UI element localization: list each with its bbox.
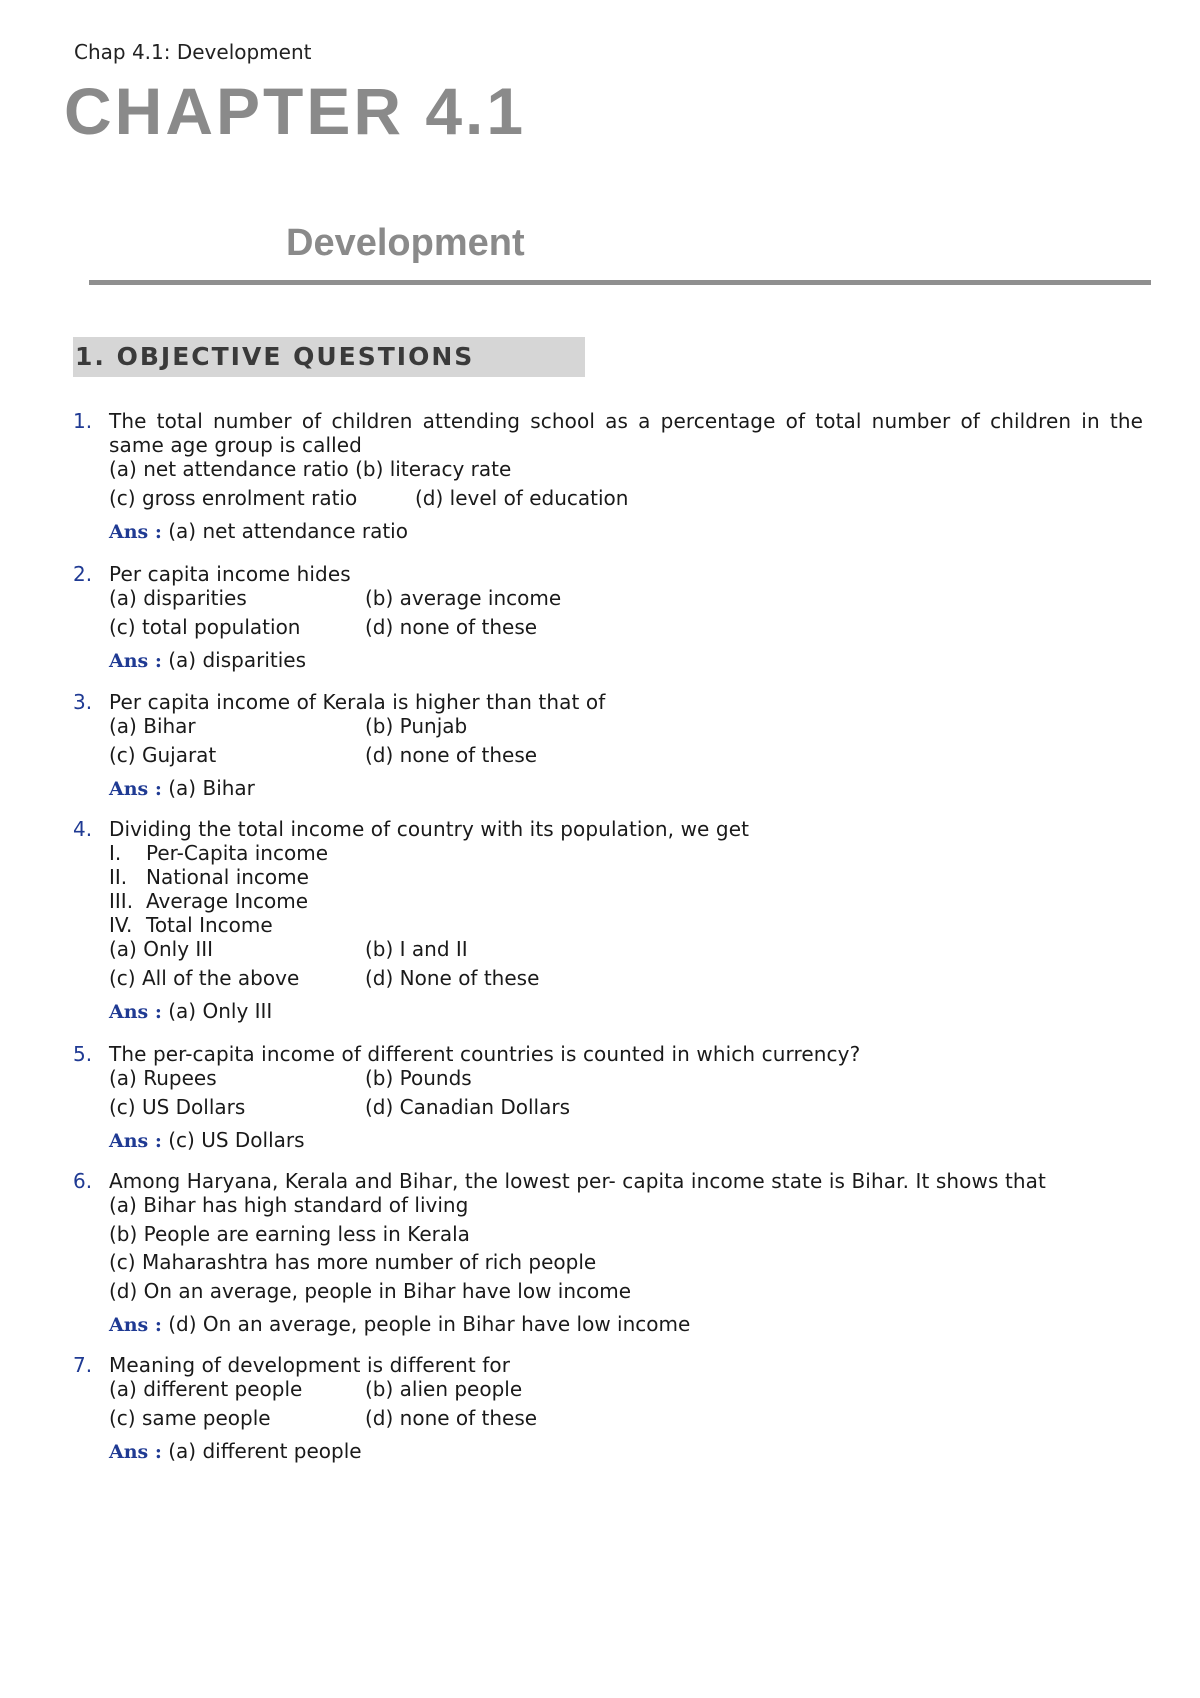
answer-text: (c) US Dollars	[168, 1128, 305, 1152]
option-a: (a) different people	[109, 1377, 303, 1401]
question-text: Per capita income of Kerala is higher than that of	[109, 690, 606, 714]
chapter-title: CHAPTER 4.1	[64, 74, 527, 148]
option-c: (c) US Dollars	[109, 1095, 246, 1119]
answer-text: (a) Bihar	[168, 776, 255, 800]
title-divider	[89, 280, 1151, 285]
statement-text: National income	[146, 865, 309, 889]
option-d: (d) On an average, people in Bihar have low income	[109, 1279, 632, 1303]
chapter-subtitle: Development	[286, 222, 525, 264]
answer-text: (a) disparities	[168, 648, 306, 672]
answer-text: (a) different people	[168, 1439, 362, 1463]
option-c: (c) Maharashtra has more number of rich people	[109, 1250, 597, 1274]
question-text: Among Haryana, Kerala and Bihar, the lowest per- capita income state is Bihar. It shows that	[109, 1169, 1046, 1193]
answer-line	[109, 1128, 305, 1152]
question-number: 5.	[73, 1042, 93, 1066]
option-a: (a) Only III	[109, 937, 214, 961]
option-a: (a) Rupees	[109, 1066, 217, 1090]
answer-label: Ans :	[109, 521, 162, 543]
option-c: (c) All of the above	[109, 966, 300, 990]
answer-line	[109, 999, 272, 1023]
option-b: (b) I and II	[365, 937, 468, 961]
statement-item	[109, 865, 309, 889]
statement-text: Total Income	[146, 913, 273, 937]
question-text: Dividing the total income of country with its population, we get	[109, 817, 750, 841]
option-b: (b) Pounds	[365, 1066, 472, 1090]
question-text: The per-capita income of different countries is counted in which currency?	[109, 1042, 861, 1066]
question-number: 1.	[73, 409, 93, 433]
answer-label: Ans :	[109, 1314, 162, 1336]
option-d: (d) none of these	[365, 615, 538, 639]
option-d: (d) level of education	[415, 486, 629, 510]
option-a: (a) Bihar	[109, 714, 196, 738]
question-text: Per capita income hides	[109, 562, 351, 586]
running-head: Chap 4.1: Development	[74, 40, 312, 64]
statement-text: Per-Capita income	[146, 841, 328, 865]
answer-text: (a) Only III	[168, 999, 273, 1023]
question-number: 3.	[73, 690, 93, 714]
answer-line	[109, 519, 408, 543]
option-c: (c) Gujarat	[109, 743, 217, 767]
statement-item	[109, 913, 273, 937]
question-text: Meaning of development is different for	[109, 1353, 511, 1377]
question-text: The total number of children attending school as a percentage of total number of children in the same age group is called	[109, 409, 1143, 457]
question-number: 6.	[73, 1169, 93, 1193]
answer-text: (a) net attendance ratio	[168, 519, 408, 543]
answer-label: Ans :	[109, 1441, 162, 1463]
statement-numeral: III.	[109, 889, 134, 913]
answer-line	[109, 1439, 362, 1463]
answer-line	[109, 648, 306, 672]
option-c: (c) total population	[109, 615, 301, 639]
question-number: 2.	[73, 562, 93, 586]
question-number: 7.	[73, 1353, 93, 1377]
answer-line	[109, 776, 255, 800]
option-b: (b) Punjab	[365, 714, 468, 738]
answer-label: Ans :	[109, 1130, 162, 1152]
section-heading: 1. OBJECTIVE QUESTIONS	[75, 342, 475, 371]
option-c: (c) same people	[109, 1406, 271, 1430]
option-d: (d) None of these	[365, 966, 540, 990]
question-number: 4.	[73, 817, 93, 841]
option-b: (b) average income	[365, 586, 562, 610]
option-a: (a) Bihar has high standard of living	[109, 1193, 469, 1217]
option-d: (d) Canadian Dollars	[365, 1095, 570, 1119]
option-b: (b) alien people	[365, 1377, 523, 1401]
statement-numeral: IV.	[109, 913, 133, 937]
option-d: (d) none of these	[365, 1406, 538, 1430]
statement-item	[109, 889, 308, 913]
option-row: (a) net attendance ratio (b) literacy rate	[109, 457, 512, 481]
statement-numeral: II.	[109, 865, 128, 889]
statement-item	[109, 841, 328, 865]
option-a: (a) disparities	[109, 586, 247, 610]
answer-text: (d) On an average, people in Bihar have low income	[168, 1312, 691, 1336]
statement-text: Average Income	[146, 889, 309, 913]
answer-label: Ans :	[109, 1001, 162, 1023]
answer-label: Ans :	[109, 778, 162, 800]
option-b: (b) People are earning less in Kerala	[109, 1222, 470, 1246]
option-d: (d) none of these	[365, 743, 538, 767]
answer-label: Ans :	[109, 650, 162, 672]
statement-numeral: I.	[109, 841, 122, 865]
option-c: (c) gross enrolment ratio	[109, 486, 358, 510]
answer-line	[109, 1312, 690, 1336]
